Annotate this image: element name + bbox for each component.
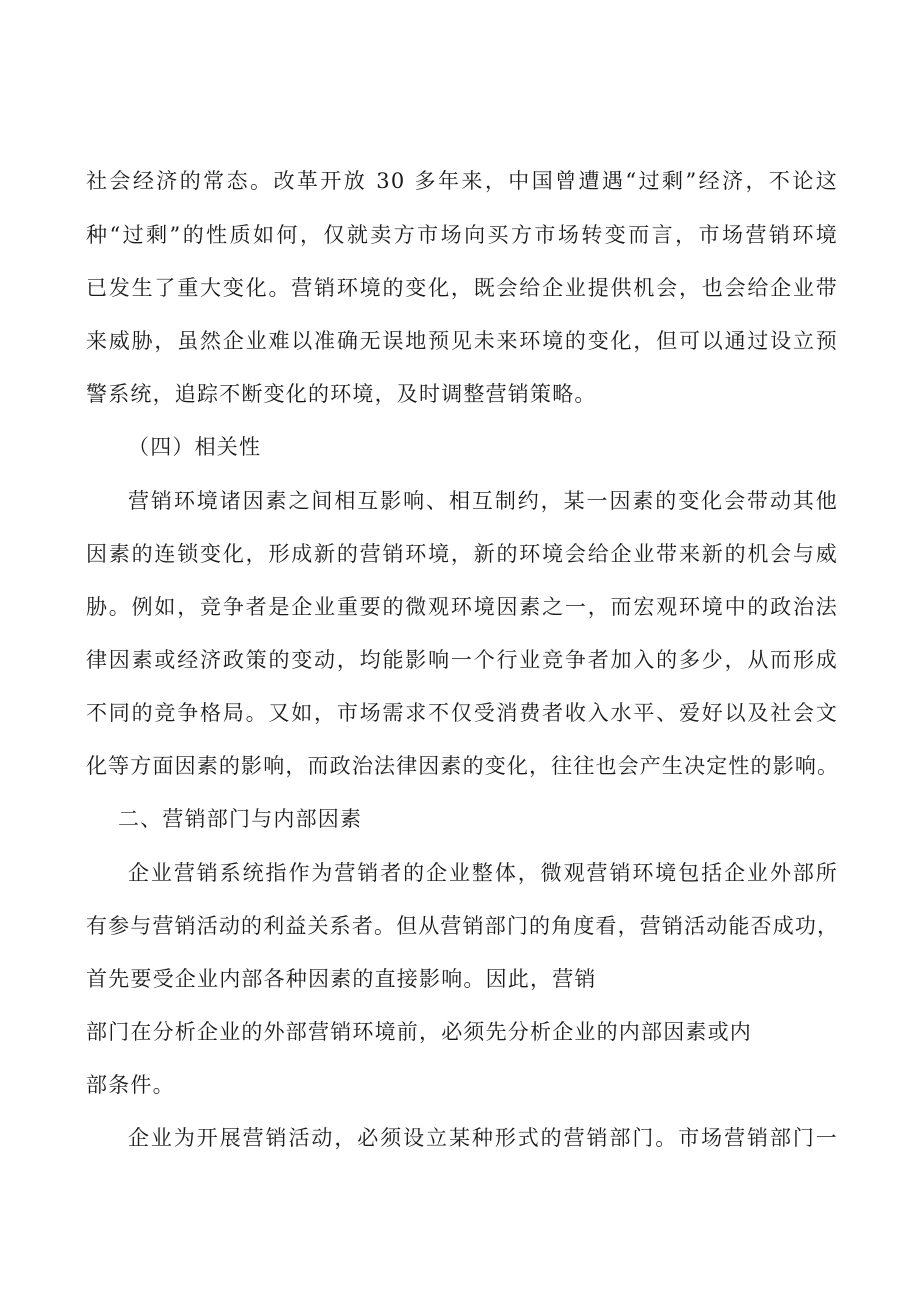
paragraph-line: 胁。例如，竞争者是企业重要的微观环境因素之一，而宏观环境中的政治法 (86, 595, 838, 619)
paragraph-line: 化等方面因素的影响，而政治法律因素的变化，往往也会产生决定性的影响。 (86, 754, 838, 778)
paragraph-line: 企业为开展营销活动，必须设立某种形式的营销部门。市场营销部门一 (128, 1126, 838, 1150)
paragraph-line: 种“过剩”的性质如何，仅就卖方市场向买方市场转变而言，市场营销环境 (86, 223, 838, 247)
paragraph-line: 营销环境诸因素之间相互影响、相互制约，某一因素的变化会带动其他 (128, 489, 838, 513)
paragraph-line: 警系统，追踪不断变化的环境，及时调整营销策略。 (86, 382, 597, 406)
paragraph-line: 企业营销系统指作为营销者的企业整体，微观营销环境包括企业外部所 (128, 861, 838, 885)
paragraph-line: 因素的连锁变化，形成新的营销环境，新的环境会给企业带来新的机会与威 (86, 542, 838, 566)
paragraph-line: 来威胁，虽然企业难以准确无误地预见未来环境的变化，但可以通过设立预 (86, 329, 838, 353)
paragraph-line: 首先要受企业内部各种因素的直接影响。因此，营销 (86, 967, 597, 991)
paragraph-line: 部门在分析企业的外部营销环境前，必须先分析企业的内部因素或内 (86, 1020, 752, 1044)
section-heading: （四）相关性 (128, 435, 262, 459)
section-heading: 二、营销部门与内部因素 (118, 807, 363, 831)
paragraph-line: 律因素或经济政策的变动，均能影响一个行业竞争者加入的多少，从而形成 (86, 648, 838, 672)
paragraph-line: 有参与营销活动的利益关系者。但从营销部门的角度看，营销活动能否成功， (86, 914, 838, 938)
paragraph-line: 社会经济的常态。改革开放 30 多年来，中国曾遭遇“过剩”经济，不论这 (86, 169, 838, 193)
paragraph-line: 不同的竞争格局。又如，市场需求不仅受消费者收入水平、爱好以及社会文 (86, 701, 838, 725)
paragraph-line: 部条件。 (86, 1073, 175, 1097)
paragraph-line: 已发生了重大变化。营销环境的变化，既会给企业提供机会，也会给企业带 (86, 276, 838, 300)
